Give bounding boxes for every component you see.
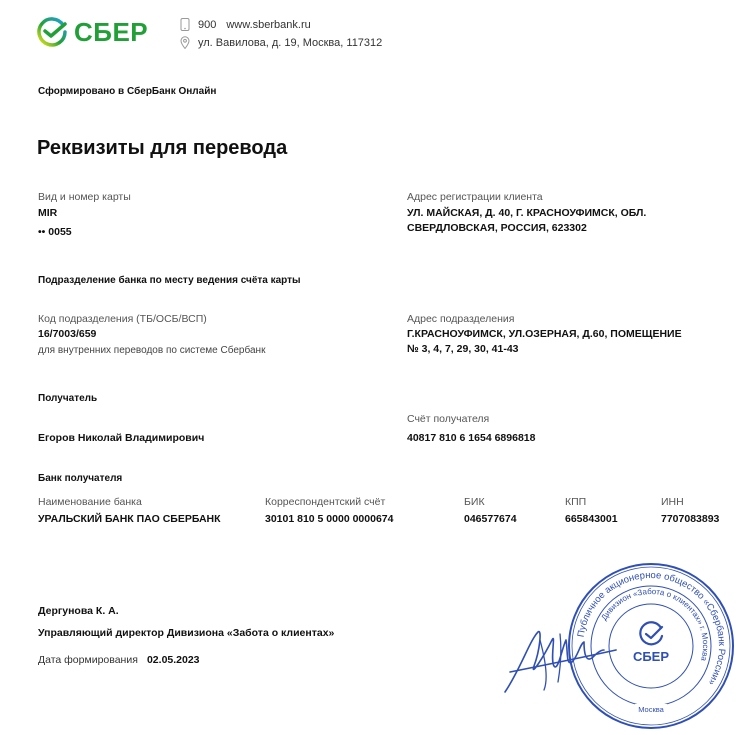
- phone-line: [180, 18, 311, 31]
- bank-name-label: Наименование банка: [38, 496, 142, 508]
- bik-label: БИК: [464, 496, 485, 508]
- brand-name: СБЕР: [74, 16, 149, 47]
- bank-section-title: Банк получателя: [38, 473, 123, 484]
- sber-logo: [36, 16, 148, 48]
- stamp-logo-icon: [640, 622, 662, 644]
- branch-address-line2: № 3, 4, 7, 29, 30, 41-43: [407, 343, 519, 355]
- sber-logo-icon: [36, 16, 68, 48]
- branch-section-title: Подразделение банка по месту ведения счёта карты: [38, 275, 301, 286]
- inn-label: ИНН: [661, 496, 684, 508]
- branch-address-value: [407, 327, 707, 357]
- phone-icon: [180, 18, 194, 31]
- kpp-label: КПП: [565, 496, 587, 508]
- svg-text:Дивизион «Забота о клиентах» г: Дивизион «Забота о клиентах» г. Москва: [599, 586, 711, 662]
- branch-code-note: для внутренних переводов по системе Сбербанк: [38, 345, 266, 356]
- branch-code-label: Код подразделения (ТБ/ОСБ/ВСП): [38, 313, 207, 325]
- bik-value: 046577674: [464, 513, 517, 525]
- bank-address: ул. Вавилова, д. 19, Москва, 117312: [198, 36, 383, 49]
- card-type: MIR: [38, 207, 58, 219]
- stamp-seal: [565, 560, 737, 732]
- client-address-line2: СВЕРДЛОВСКАЯ, РОССИЯ, 623302: [407, 222, 587, 234]
- inn-value: 7707083893: [661, 513, 720, 525]
- branch-address-label: Адрес подразделения: [407, 313, 515, 325]
- website-link[interactable]: www.sberbank.ru: [226, 18, 311, 31]
- branch-address-line1: Г.КРАСНОУФИМСК, УЛ.ОЗЕРНАЯ, Д.60, ПОМЕЩЕНИЕ: [407, 328, 682, 340]
- kpp-value: 665843001: [565, 513, 618, 525]
- page-title: Реквизиты для перевода: [37, 137, 288, 159]
- location-pin-icon: [180, 36, 194, 49]
- signatory-position: Управляющий директор Дивизиона «Забота о клиентах»: [38, 627, 335, 639]
- card-number: •• 0055: [38, 226, 72, 238]
- card-label: Вид и номер карты: [38, 191, 131, 203]
- generated-in: Сформировано в СберБанк Онлайн: [38, 86, 217, 97]
- formation-date-value: 02.05.2023: [146, 654, 200, 666]
- svg-text:СБЕР: СБЕР: [632, 649, 670, 664]
- signatory-name: Дергунова К. А.: [38, 605, 119, 617]
- svg-text:Публичное акционерное общество: Публичное акционерное общество «Сбербанк России»: [575, 569, 728, 688]
- recipient-account: 40817 810 6 1654 6896818: [407, 432, 536, 444]
- formation-date-label: Дата формирования: [38, 654, 138, 666]
- client-address-label: Адрес регистрации клиента: [407, 191, 543, 203]
- client-address-value: [407, 206, 707, 236]
- recipient-name: Егоров Николай Владимирович: [38, 432, 205, 444]
- phone-number: 900: [198, 18, 217, 31]
- corr-account-label: Корреспондентский счёт: [265, 496, 386, 508]
- formation-date: [38, 654, 200, 666]
- bank-name: УРАЛЬСКИЙ БАНК ПАО СБЕРБАНК: [38, 513, 221, 525]
- client-address-line1: УЛ. МАЙСКАЯ, Д. 40, Г. КРАСНОУФИМСК, ОБЛ.: [407, 207, 647, 219]
- recipient-account-label: Счёт получателя: [407, 413, 490, 425]
- address-line: [180, 36, 382, 49]
- corr-account: 30101 810 5 0000 0000674: [265, 513, 394, 525]
- recipient-section-title: Получатель: [38, 393, 98, 404]
- svg-text:Москва: Москва: [638, 705, 664, 714]
- branch-code-value: 16/7003/659: [38, 328, 97, 340]
